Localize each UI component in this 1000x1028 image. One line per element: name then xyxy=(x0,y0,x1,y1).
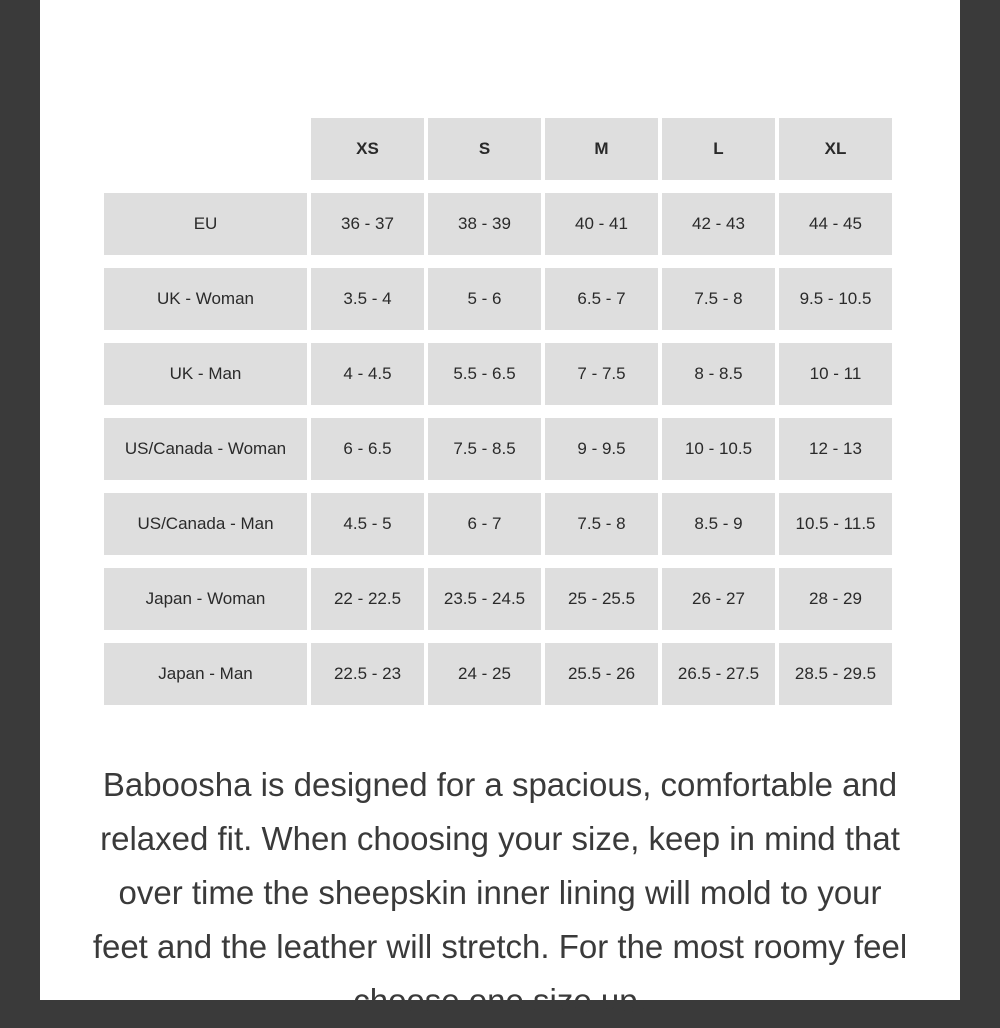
table-cell: 9.5 - 10.5 xyxy=(779,268,892,330)
column-header: L xyxy=(662,118,775,180)
table-cell: 42 - 43 xyxy=(662,193,775,255)
table-cell: 6.5 - 7 xyxy=(545,268,658,330)
table-cell: 28 - 29 xyxy=(779,568,892,630)
table-cell: 9 - 9.5 xyxy=(545,418,658,480)
table-cell: 4.5 - 5 xyxy=(311,493,424,555)
table-cell: 38 - 39 xyxy=(428,193,541,255)
page-sheet xyxy=(40,0,960,1019)
table-cell: 40 - 41 xyxy=(545,193,658,255)
table-cell: 5.5 - 6.5 xyxy=(428,343,541,405)
table-cell: 26.5 - 27.5 xyxy=(662,643,775,705)
table-cell: 10 - 10.5 xyxy=(662,418,775,480)
row-label: UK - Man xyxy=(104,343,307,405)
table-cell: 8.5 - 9 xyxy=(662,493,775,555)
table-cell: 10.5 - 11.5 xyxy=(779,493,892,555)
row-label: US/Canada - Man xyxy=(104,493,307,555)
table-cell: 44 - 45 xyxy=(779,193,892,255)
table-cell: 7 - 7.5 xyxy=(545,343,658,405)
table-cell: 22 - 22.5 xyxy=(311,568,424,630)
table-cell: 7.5 - 8 xyxy=(662,268,775,330)
row-label: EU xyxy=(104,193,307,255)
table-cell: 36 - 37 xyxy=(311,193,424,255)
table-cell: 7.5 - 8.5 xyxy=(428,418,541,480)
table-cell: 6 - 6.5 xyxy=(311,418,424,480)
table-cell: 6 - 7 xyxy=(428,493,541,555)
table-cell: 26 - 27 xyxy=(662,568,775,630)
row-label: Japan - Woman xyxy=(104,568,307,630)
table-cell: 8 - 8.5 xyxy=(662,343,775,405)
table-cell: 3.5 - 4 xyxy=(311,268,424,330)
table-cell: 4 - 4.5 xyxy=(311,343,424,405)
table-corner xyxy=(104,118,307,180)
column-header: M xyxy=(545,118,658,180)
table-cell: 12 - 13 xyxy=(779,418,892,480)
table-cell: 28.5 - 29.5 xyxy=(779,643,892,705)
table-cell: 5 - 6 xyxy=(428,268,541,330)
row-label: UK - Woman xyxy=(104,268,307,330)
column-header: XL xyxy=(779,118,892,180)
table-cell: 25.5 - 26 xyxy=(545,643,658,705)
size-chart-table xyxy=(104,118,892,705)
table-cell: 10 - 11 xyxy=(779,343,892,405)
table-cell: 22.5 - 23 xyxy=(311,643,424,705)
table-cell: 7.5 - 8 xyxy=(545,493,658,555)
row-label: Japan - Man xyxy=(104,643,307,705)
column-header: XS xyxy=(311,118,424,180)
table-cell: 23.5 - 24.5 xyxy=(428,568,541,630)
row-label: US/Canada - Woman xyxy=(104,418,307,480)
fit-note: Baboosha is designed for a spacious, comfortable and relaxed fit. When choosing your size, keep in mind that over time the sheepskin inner lining will mold to your feet and the leather will stretch. For the most roomy feel choose one size up. xyxy=(92,766,908,1019)
table-cell: 25 - 25.5 xyxy=(545,568,658,630)
table-cell: 24 - 25 xyxy=(428,643,541,705)
column-header: S xyxy=(428,118,541,180)
